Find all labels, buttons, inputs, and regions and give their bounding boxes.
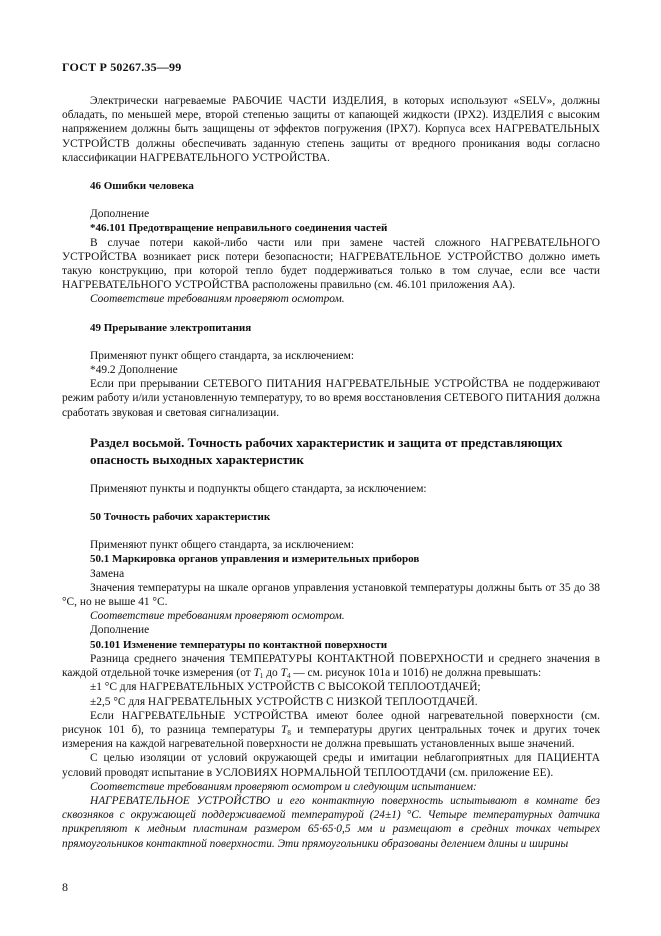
- paragraph-46-101: В случае потери какой-либо части или при замене частей сложного НАГРЕВАТЕЛЬНОГО УСТРОЙСТВА возникает риск потери безопасности; НАГРЕВАТЕЛЬНОЕ УСТРОЙСТВО должно иметь такую конструкцию, при которой тепло будет поддерживаться только в том случае, если все части НАГРЕВАТЕЛЬНОГО УСТРОЙСТВА расположены правильно (см. 46.101 приложения АА).: [62, 236, 600, 292]
- apply-note-3: Применяют пункт общего стандарта, за исключением:: [90, 539, 354, 552]
- symbol-t4-sub: 4: [286, 672, 291, 681]
- section-heading-8: Раздел восьмой. Точность рабочих характеристик и защита от представляющих опасность выходных характеристик: [90, 434, 563, 467]
- multi-surface-part-a: Если НАГРЕВАТЕЛЬНЫЕ УСТРОЙСТВА имеют более одной нагревательной поверхности (см. рисунок 101 б), то разница температуры: [62, 709, 600, 736]
- symbol-t4: T: [280, 667, 287, 680]
- paragraph-50-101-part-b: до: [263, 667, 281, 680]
- label-replacement: Замена: [90, 567, 125, 580]
- tolerance-low: ±2,5 °С для НАГРЕВАТЕЛЬНЫХ УСТРОЙСТВ С НИЗКОЙ ТЕПЛООТДАЧЕЙ.: [90, 695, 478, 708]
- paragraph-test-procedure: НАГРЕВАТЕЛЬНОЕ УСТРОЙСТВО и его контактную поверхность испытывают в комнате без сквозняков с окружающей поддерживаемой температурой (24±1) °С. Четыре температурных датчика прикрепляют к медным пластинам размером 65·65·0,5 мм и размещают в средних точках четырех прямоугольников контактной поверхности. Эти прямоугольники образованы делением длины и ширины: [62, 794, 600, 850]
- heading-46-101: *46.101 Предотвращение неправильного соединения частей: [90, 222, 388, 235]
- paragraph-50-101: [62, 652, 600, 680]
- heading-50-1: 50.1 Маркировка органов управления и измерительных приборов: [90, 553, 420, 566]
- heading-50-101: 50.101 Изменение температуры по контактной поверхности: [90, 638, 388, 651]
- page-number: 8: [62, 880, 68, 894]
- tolerance-high: ±1 °С для НАГРЕВАТЕЛЬНЫХ УСТРОЙСТВ С ВЫСОКОЙ ТЕПЛООТДАЧЕЙ;: [90, 681, 481, 694]
- label-addition-49-2: *49.2 Дополнение: [90, 364, 178, 377]
- compliance-note-3: Соответствие требованиям проверяют осмотром и следующим испытанием:: [90, 780, 477, 793]
- multi-surface-part-b: и температуры других центральных точек и других точек измерения на каждой нагревательной поверхности не должна превышать установленных выше значений.: [62, 723, 600, 751]
- heading-49: 49 Прерывание электропитания: [90, 321, 252, 334]
- paragraph-50-101-part-c: — см. рисунок 101а и 101б) не должна превышать:: [290, 667, 542, 680]
- paragraph-50-101-part-a: Разница среднего значения ТЕМПЕРАТУРЫ КОНТАКТНОЙ ПОВЕРХНОСТИ и среднего значения в каждой отдельной точке измерения (от: [62, 652, 600, 680]
- paragraph-waterproofing: Электрически нагреваемые РАБОЧИЕ ЧАСТИ ИЗДЕЛИЯ, в которых используют «SELV», должны обладать, по меньшей мере, второй степенью защиты от капающей жидкости (IPX2). ИЗДЕЛИЯ с высоким напряжением должны быть защищены от эффектов погружения (IPX7). Корпуса всех НАГРЕВАТЕЛЬНЫХ УСТРОЙСТВ должны обеспечивать заданную степень защиты от вредного проникания воды согласно классификации НАГРЕВАТЕЛЬНОГО УСТРОЙСТВА.: [62, 95, 600, 164]
- symbol-t8-sub: 8: [287, 728, 291, 737]
- compliance-note-2: Соответствие требованиям проверяют осмотром.: [90, 610, 345, 623]
- apply-note-1: Применяют пункт общего стандарта, за исключением:: [90, 349, 354, 362]
- heading-46: 46 Ошибки человека: [90, 180, 194, 193]
- paragraph-50-1: Значения температуры на шкале органов управления установкой температуры должны быть от 35 до 38 °С, но не выше 41 °С.: [62, 581, 600, 609]
- heading-50: 50 Точность рабочих характеристик: [90, 511, 271, 524]
- paragraph-49-2: Если при прерывании СЕТЕВОГО ПИТАНИЯ НАГРЕВАТЕЛЬНЫЕ УСТРОЙСТВА не поддерживают режим работу и/или установленную температуру, то во время восстановления СЕТЕВОГО ПИТАНИЯ должна сработать звуковая и световая сигнализации.: [62, 378, 600, 419]
- document-header: ГОСТ Р 50267.35—99: [62, 60, 182, 74]
- symbol-t1-sub: 1: [259, 672, 264, 681]
- symbol-t1: T: [253, 667, 260, 680]
- paragraph-multi-surface: [62, 709, 600, 752]
- compliance-note-1: Соответствие требованиям проверяют осмотром.: [90, 293, 345, 306]
- label-addition-2: Дополнение: [90, 624, 150, 637]
- symbol-t8: T: [281, 723, 288, 736]
- page-content: [62, 94, 600, 851]
- label-addition-1: Дополнение: [90, 208, 150, 221]
- paragraph-isolation: С целью изоляции от условий окружающей среды и имитации неблагоприятных для ПАЦИЕНТА условий проводят испытание в УСЛОВИЯХ НОРМАЛЬНОЙ ТЕПЛООТДАЧИ (см. приложение ЕЕ).: [62, 752, 600, 779]
- apply-note-2: Применяют пункты и подпункты общего стандарта, за исключением:: [90, 482, 427, 495]
